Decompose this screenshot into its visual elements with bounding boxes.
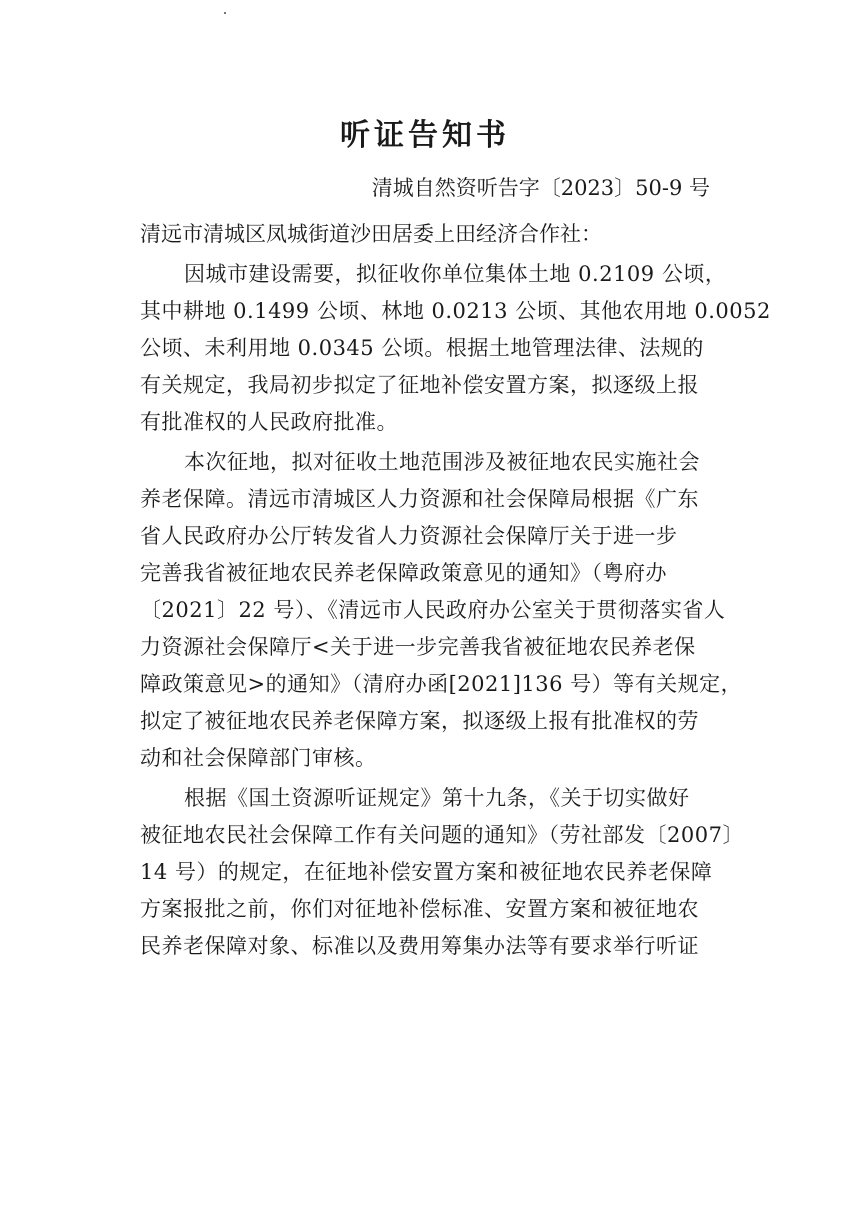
paragraph-2 <box>140 444 743 777</box>
paragraph-line: 养老保障。清远市清城区人力资源和社会保障局根据《广东 <box>140 487 699 511</box>
paragraph-line: 有关规定，我局初步拟定了征地补偿安置方案，拟逐级上报 <box>140 373 699 397</box>
document-number: 清城自然资听告字〔2023〕50-9 号 <box>371 176 710 200</box>
paragraph-line: 其中耕地 0.1499 公顷、林地 0.0213 公顷、其他农用地 0.0052 <box>140 299 771 323</box>
paragraph-line: 因城市建设需要，拟征收你单位集体土地 0.2109 公顷， <box>184 262 727 286</box>
addressee: 清远市清城区凤城街道沙田居委上田经济合作社： <box>140 222 602 246</box>
paragraph-line: 民养老保障对象、标准以及费用筹集办法等有要求举行听证 <box>140 934 699 958</box>
document-title: 听证告知书 <box>340 118 510 153</box>
document-body <box>140 256 771 965</box>
paragraph-line: 完善我省被征地农民养老保障政策意见的通知》（粤府办 <box>140 561 667 585</box>
paragraph-line: 有批准权的人民政府批准。 <box>140 410 398 434</box>
paragraph-line: 被征地农民社会保障工作有关问题的通知》（劳社部发〔2007〕 <box>140 823 744 847</box>
paragraph-line: 〔2021〕22 号）、《清远市人民政府办公室关于贯彻落实省人 <box>140 598 726 622</box>
paragraph-3 <box>140 780 744 965</box>
paragraph-line: 拟定了被征地农民养老保障方案，拟逐级上报有批准权的劳 <box>140 709 699 733</box>
paragraph-line: 本次征地，拟对征收土地范围涉及被征地农民实施社会 <box>184 450 700 474</box>
paragraph-1 <box>140 256 771 441</box>
paragraph-line: 省人民政府办公厅转发省人力资源社会保障厅关于进一步 <box>140 524 678 548</box>
paragraph-line: 公顷、未利用地 0.0345 公顷。根据土地管理法律、法规的 <box>140 336 704 360</box>
paragraph-line: 障政策意见>的通知》（清府办函[2021]136 号）等有关规定， <box>140 672 743 696</box>
paragraph-line: 14 号）的规定，在征地补偿安置方案和被征地农民养老保障 <box>140 860 713 884</box>
paragraph-line: 根据《国土资源听证规定》第十九条，《关于切实做好 <box>184 786 690 810</box>
scan-speck <box>224 12 226 14</box>
paragraph-line: 方案报批之前，你们对征地补偿标准、安置方案和被征地农 <box>140 897 699 921</box>
paragraph-line: 力资源社会保障厅<关于进一步完善我省被征地农民养老保 <box>140 635 696 659</box>
paragraph-line: 动和社会保障部门审核。 <box>140 746 377 770</box>
